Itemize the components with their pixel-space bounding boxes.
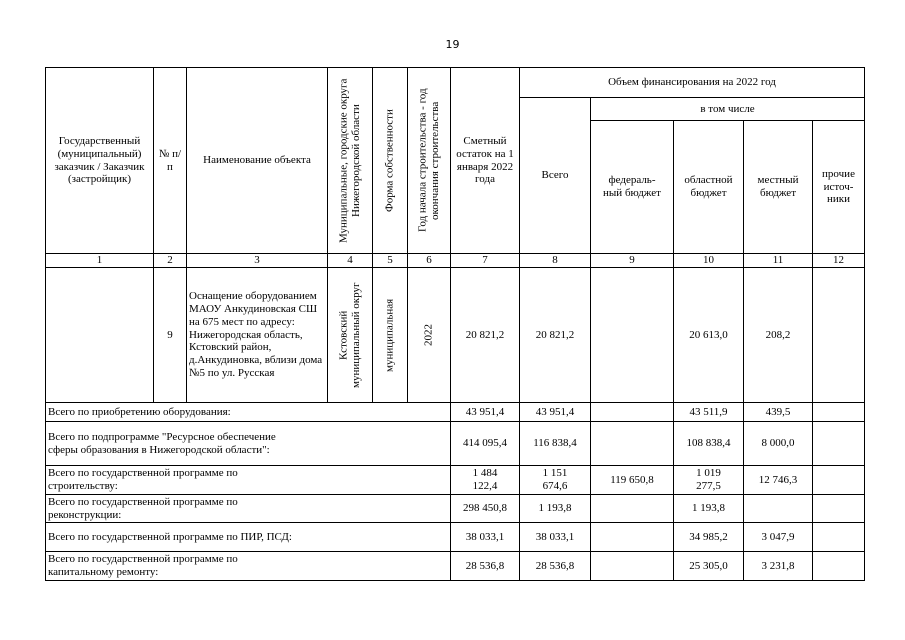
- object-ownership-text: муниципальная: [383, 298, 396, 372]
- summary-total: 38 033,1: [520, 523, 591, 552]
- summary-row: [46, 552, 865, 581]
- object-name: Оснащение оборудованием МАОУ Анкудиновская СШ на 675 мест по адресу: Нижегородская область, Кстовский район, д.Анкудиновка, вблизи дома №5 по ул. Русская: [187, 268, 328, 403]
- header-funding: Объем финансирования на 2022 год: [520, 68, 865, 98]
- column-number: 5: [373, 254, 408, 268]
- column-number: 11: [744, 254, 813, 268]
- summary-label: Всего по государственной программе по строительству:: [46, 466, 451, 495]
- object-years: [408, 268, 451, 403]
- summary-row: [46, 422, 865, 466]
- summary-balance: 414 095,4: [451, 422, 520, 466]
- object-regional: 20 613,0: [674, 268, 744, 403]
- summary-federal: [591, 552, 674, 581]
- header-object-name: Наименование объекта: [187, 68, 328, 254]
- column-number-row: [46, 254, 865, 268]
- summary-total: 116 838,4: [520, 422, 591, 466]
- object-other: [813, 268, 865, 403]
- summary-other: [813, 422, 865, 466]
- header-including: в том числе: [591, 98, 865, 121]
- header-other: прочие источ- ники: [813, 121, 865, 254]
- column-number: 3: [187, 254, 328, 268]
- object-local: 208,2: [744, 268, 813, 403]
- object-num: 9: [154, 268, 187, 403]
- summary-label: Всего по приобретению оборудования:: [46, 403, 451, 422]
- summary-row: [46, 466, 865, 495]
- summary-label: Всего по государственной программе по капитальному ремонту:: [46, 552, 451, 581]
- summary-local: 3 231,8: [744, 552, 813, 581]
- summary-balance: 1 484 122,4: [451, 466, 520, 495]
- summary-local: 3 047,9: [744, 523, 813, 552]
- summary-regional: 34 985,2: [674, 523, 744, 552]
- header-years: [408, 68, 451, 254]
- summary-label: Всего по подпрограмме "Ресурсное обеспечение сферы образования в Нижегородской области":: [46, 422, 451, 466]
- header-municipality-text: Муниципальные, городские округа Нижегородской области: [337, 78, 362, 243]
- summary-local: 8 000,0: [744, 422, 813, 466]
- header-regional: областной бюджет: [674, 121, 744, 254]
- summary-total: 28 536,8: [520, 552, 591, 581]
- object-municipality: [328, 268, 373, 403]
- header-local: местный бюджет: [744, 121, 813, 254]
- object-ownership: [373, 268, 408, 403]
- summary-regional: 1 193,8: [674, 495, 744, 523]
- header-years-text: Год начала строительства - год окончания строительства: [416, 88, 441, 233]
- column-number: 10: [674, 254, 744, 268]
- object-total: 20 821,2: [520, 268, 591, 403]
- summary-other: [813, 523, 865, 552]
- summary-other: [813, 552, 865, 581]
- object-years-text: 2022: [422, 324, 435, 346]
- summary-row: [46, 495, 865, 523]
- column-number: 12: [813, 254, 865, 268]
- funding-table: [45, 67, 865, 581]
- summary-local: [744, 495, 813, 523]
- page-number: 19: [445, 38, 460, 51]
- summary-local: 439,5: [744, 403, 813, 422]
- header-ownership-text: Форма собственности: [383, 109, 396, 212]
- summary-balance: 28 536,8: [451, 552, 520, 581]
- header-num: № п/п: [154, 68, 187, 254]
- summary-total: 43 951,4: [520, 403, 591, 422]
- summary-federal: [591, 523, 674, 552]
- summary-row: [46, 523, 865, 552]
- summary-regional: 43 511,9: [674, 403, 744, 422]
- summary-other: [813, 403, 865, 422]
- summary-other: [813, 495, 865, 523]
- summary-regional: 1 019 277,5: [674, 466, 744, 495]
- summary-balance: 43 951,4: [451, 403, 520, 422]
- column-number: 4: [328, 254, 373, 268]
- summary-total: 1 193,8: [520, 495, 591, 523]
- header-total: Всего: [520, 98, 591, 254]
- summary-total: 1 151 674,6: [520, 466, 591, 495]
- summary-label: Всего по государственной программе по ПИР, ПСД:: [46, 523, 451, 552]
- object-municipality-text: Кстовский муниципальный округ: [337, 282, 362, 388]
- header-municipality: [328, 68, 373, 254]
- summary-balance: 298 450,8: [451, 495, 520, 523]
- column-number: 2: [154, 254, 187, 268]
- summary-federal: [591, 403, 674, 422]
- summary-other: [813, 466, 865, 495]
- object-federal: [591, 268, 674, 403]
- summary-federal: [591, 495, 674, 523]
- column-number: 9: [591, 254, 674, 268]
- summary-federal: [591, 422, 674, 466]
- summary-balance: 38 033,1: [451, 523, 520, 552]
- column-number: 6: [408, 254, 451, 268]
- object-customer: [46, 268, 154, 403]
- header-ownership: [373, 68, 408, 254]
- object-balance: 20 821,2: [451, 268, 520, 403]
- summary-row: [46, 403, 865, 422]
- summary-regional: 108 838,4: [674, 422, 744, 466]
- column-number: 1: [46, 254, 154, 268]
- column-number: 8: [520, 254, 591, 268]
- summary-label: Всего по государственной программе по реконструкции:: [46, 495, 451, 523]
- summary-federal: 119 650,8: [591, 466, 674, 495]
- column-number: 7: [451, 254, 520, 268]
- object-row: [46, 268, 865, 403]
- summary-regional: 25 305,0: [674, 552, 744, 581]
- summary-local: 12 746,3: [744, 466, 813, 495]
- header-federal: федераль- ный бюджет: [591, 121, 674, 254]
- header-balance: Сметный остаток на 1 января 2022 года: [451, 68, 520, 254]
- header-customer: Государственный (муниципальный) заказчик / Заказчик (застройщик): [46, 68, 154, 254]
